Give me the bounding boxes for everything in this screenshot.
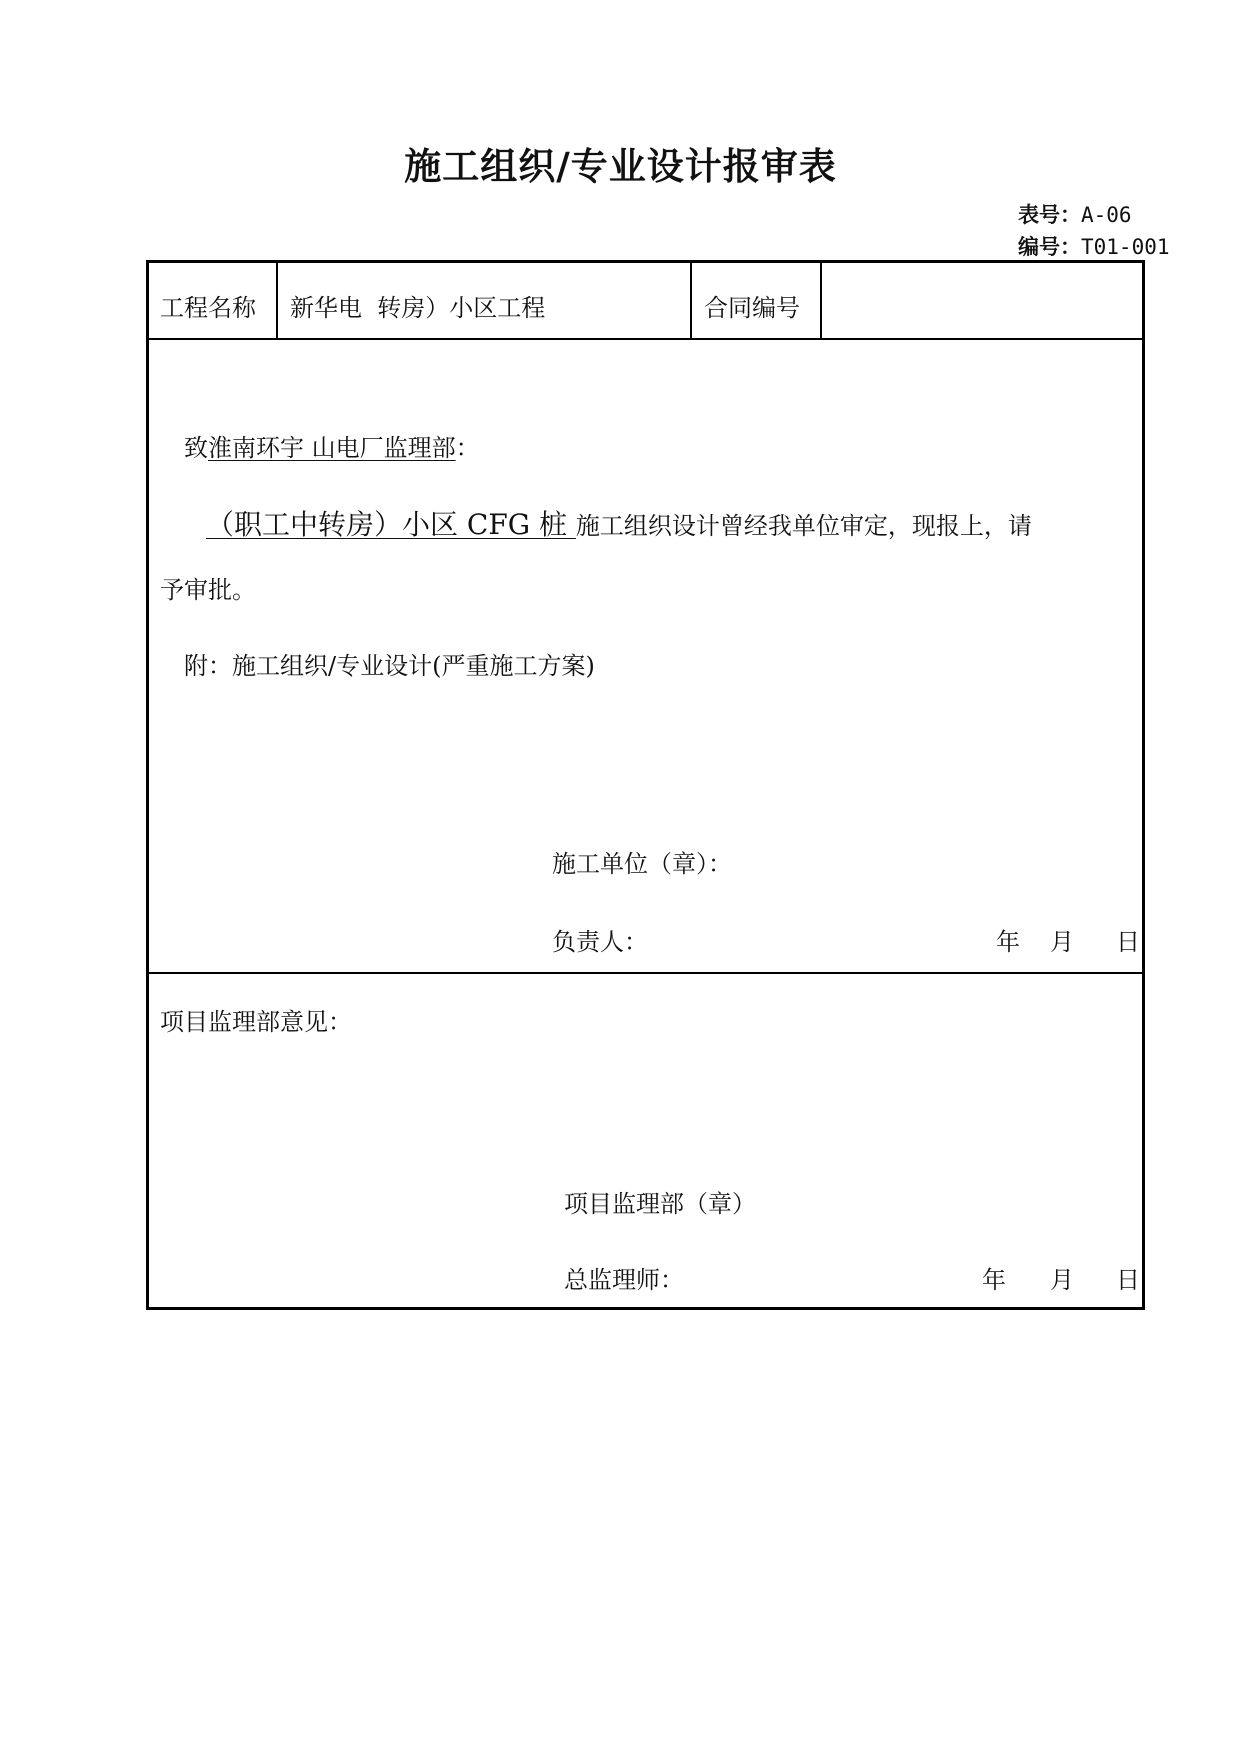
addressee-suffix: ：: [455, 434, 480, 462]
col-divider-3: [820, 260, 822, 340]
addressee: 淮南环宇 山电厂监理部: [208, 434, 456, 462]
section-divider: [146, 972, 1145, 974]
submission-day-label: 日: [1116, 928, 1140, 956]
document-title: 施工组织/专业设计报审表: [404, 145, 837, 188]
body-line-2: 予审批。: [160, 576, 256, 604]
col-divider-1: [276, 260, 278, 340]
submission-month-label: 月: [1050, 928, 1074, 956]
supervision-year-label: 年: [982, 1266, 1006, 1294]
form-number-value: A-06: [1081, 203, 1132, 227]
supervision-opinion-label: 项目监理部意见：: [160, 1008, 352, 1036]
responsible-person-label: 负责人：: [552, 928, 648, 956]
body-line-1: [206, 508, 1032, 541]
project-blank: （职工中转房）小区 CFG 桩: [206, 508, 576, 541]
form-number: [1018, 199, 1132, 229]
col-divider-2: [690, 260, 692, 340]
addressee-line: [184, 436, 480, 460]
supervision-month-label: 月: [1050, 1266, 1074, 1294]
supervision-seal-label: 项目监理部（章）: [564, 1190, 756, 1218]
supervision-day-label: 日: [1116, 1266, 1140, 1294]
chief-supervisor-label: 总监理师：: [564, 1266, 684, 1294]
attachment-line: 附：施工组织/专业设计(严重施工方案): [184, 652, 595, 680]
contractor-seal-label: 施工单位（章）：: [552, 850, 732, 878]
serial-number-label: 编号：: [1018, 235, 1081, 259]
serial-number-value: T01-001: [1081, 235, 1170, 259]
header-row-divider: [146, 338, 1145, 340]
form-table: [146, 260, 1145, 1310]
body-text-1: 施工组织设计曾经我单位审定，现报上，请: [575, 512, 1032, 540]
project-name-value: 新华电 转房）小区工程: [290, 294, 546, 322]
addressee-prefix: 致: [184, 434, 208, 462]
serial-number: [1018, 231, 1170, 261]
project-name-label: 工程名称: [160, 294, 256, 322]
submission-year-label: 年: [996, 928, 1020, 956]
form-number-label: 表号：: [1018, 203, 1081, 227]
contract-number-label: 合同编号: [704, 294, 800, 322]
